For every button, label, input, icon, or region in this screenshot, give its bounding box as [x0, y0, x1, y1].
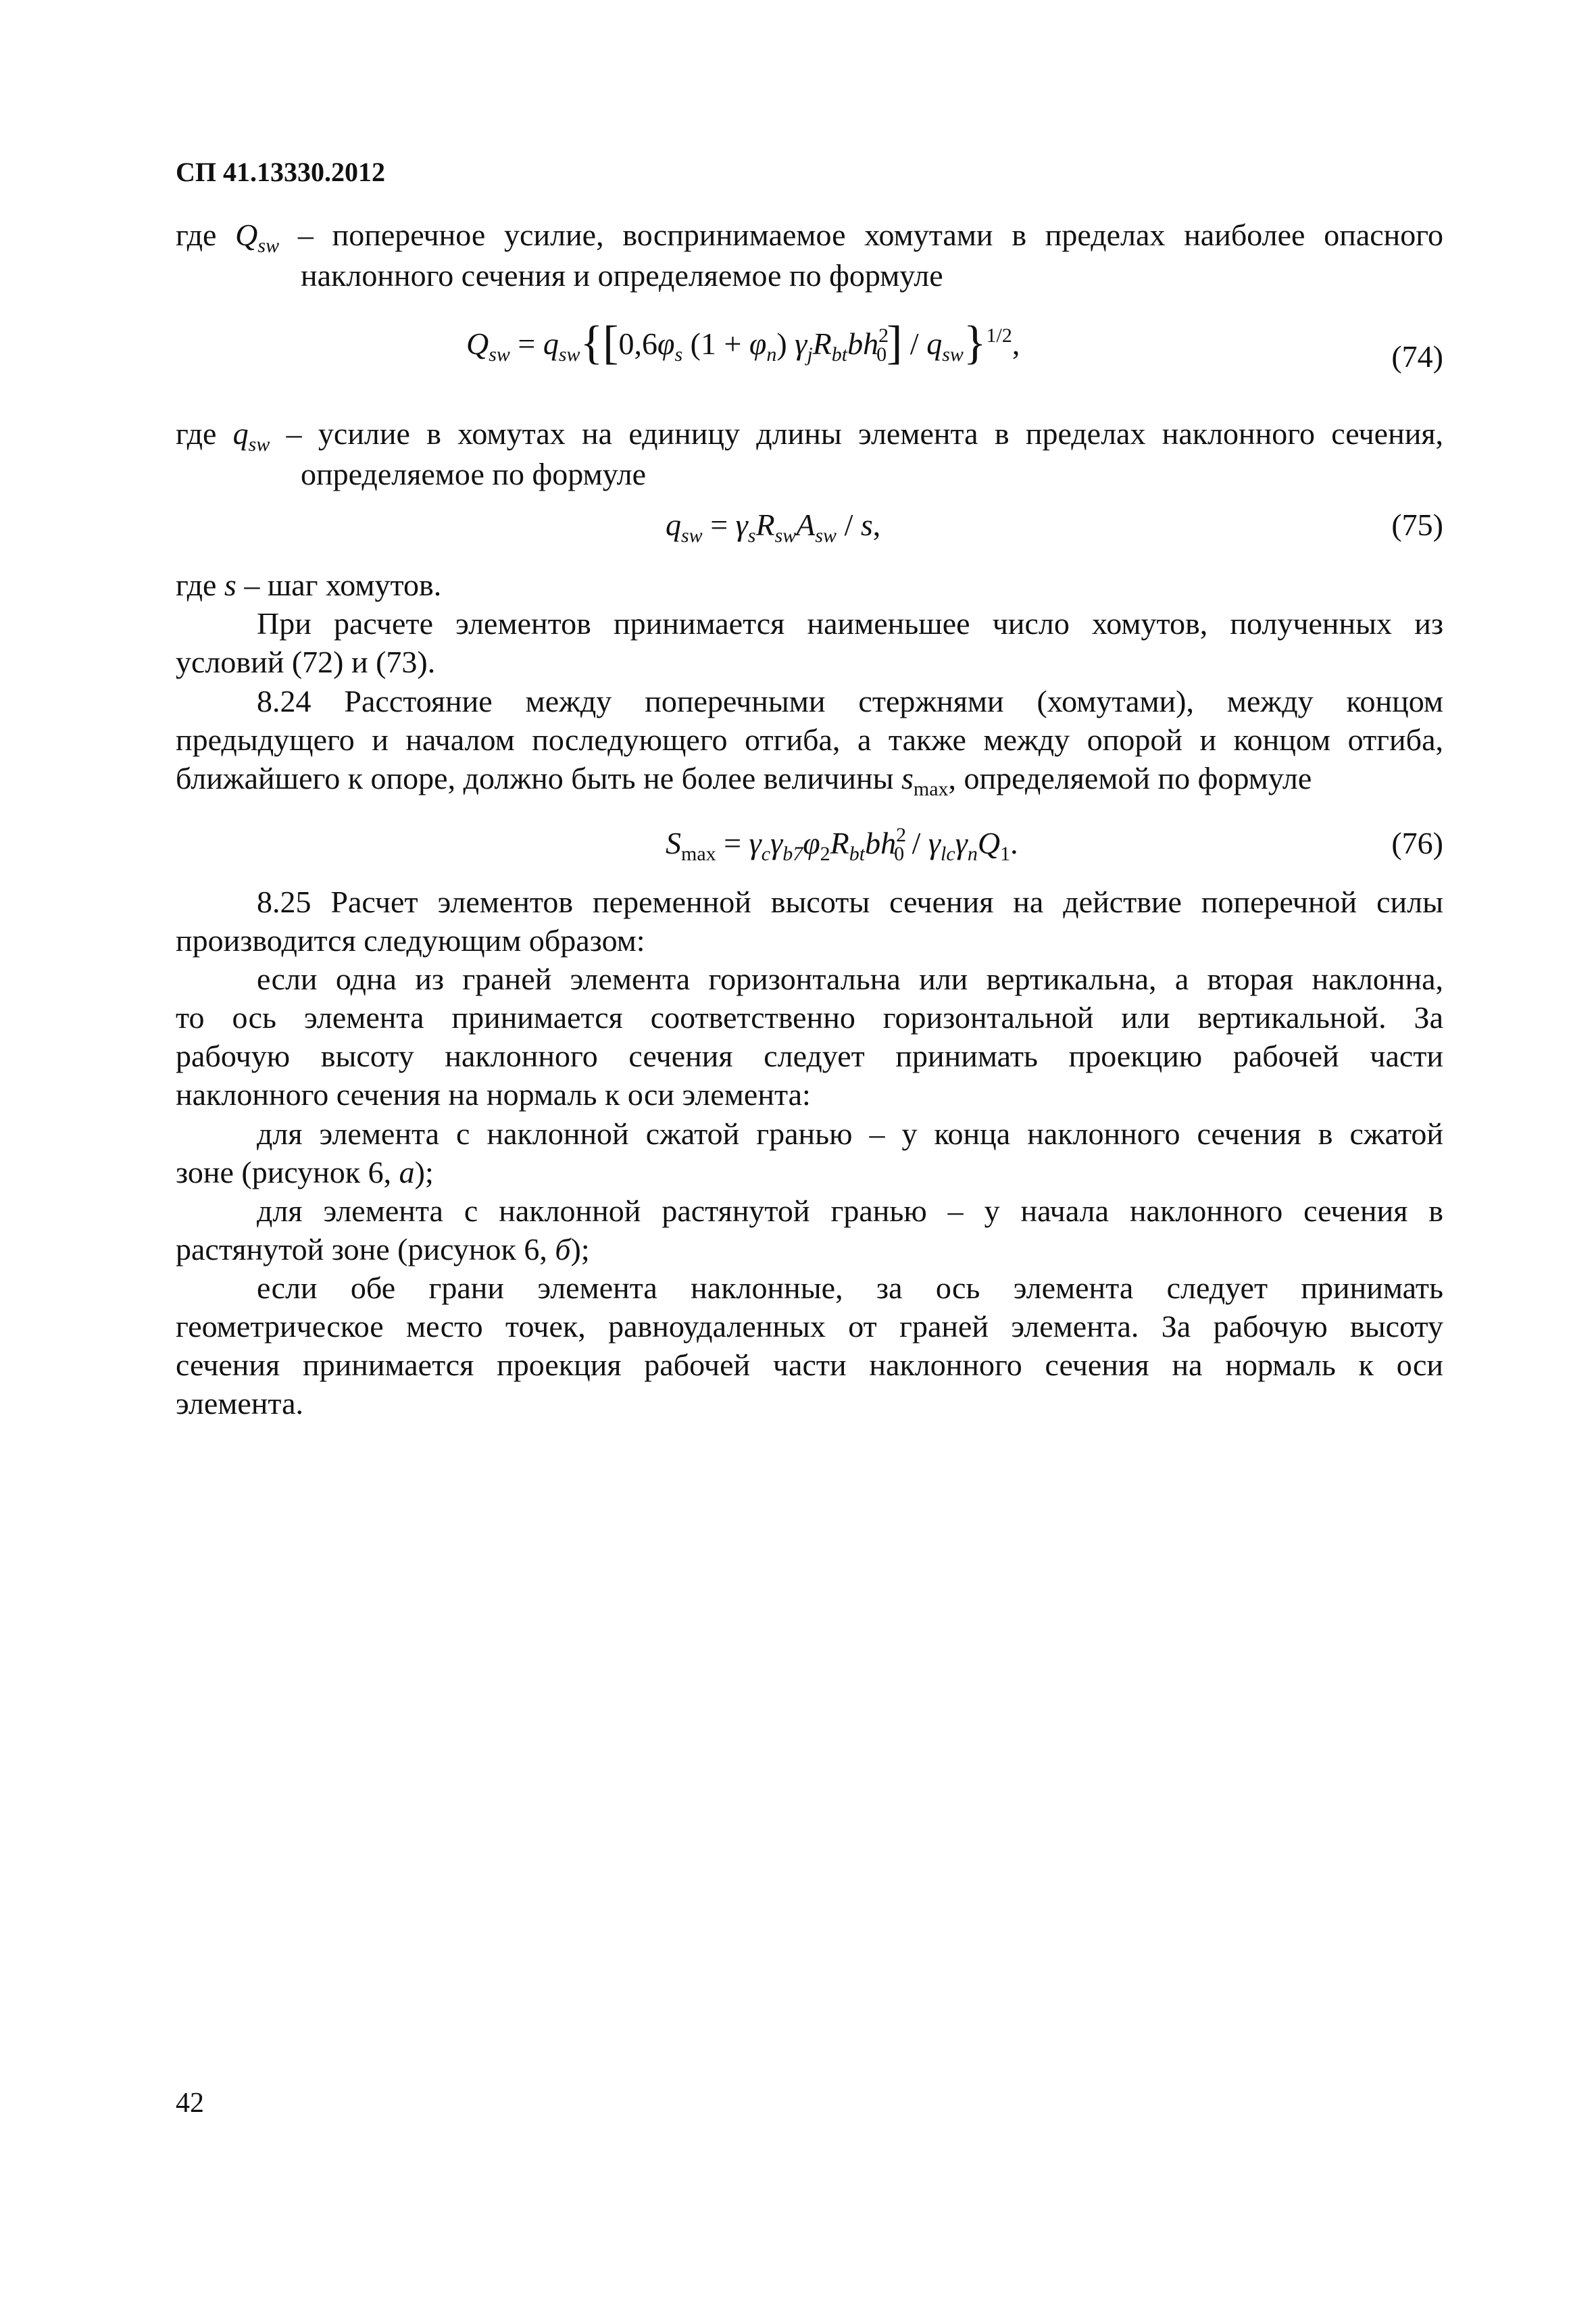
formula-74-number: (74) — [1391, 339, 1443, 374]
symbol: q — [232, 416, 249, 451]
para-825-line1: 8.25 Расчет элементов переменной высоты сечения на действие поперечной силы — [257, 885, 1443, 919]
text: где — [176, 416, 233, 451]
symbol-subscript: max — [913, 778, 949, 800]
para-824-line1: 8.24 Расстояние между поперечными стержнями (хомутами), между концом — [257, 684, 1443, 718]
para-824-line3 — [176, 758, 1443, 799]
text: – усилие в хомутах на единицу длины элемента в пределах наклонного сечения, — [270, 416, 1443, 451]
para-case1-line1: если одна из граней элемента горизонтальна или вертикальна, а вторая наклонна, — [257, 962, 1443, 996]
formula-76: $S_{max} = \gamma_c\gamma_{b7}\varphi_2R_{bt}bh^2_0 / \gamma_{lc}\gamma_nQ_1$. — [666, 824, 1018, 865]
para-case1-line4: наклонного сечения на нормаль к оси элемента: — [176, 1077, 811, 1112]
text: где — [176, 218, 236, 252]
para-qsw-small-line2: определяемое по формуле — [301, 457, 647, 491]
text: где — [176, 568, 224, 602]
figure-ref: б — [555, 1232, 571, 1266]
para-both-line3: сечения принимается проекция рабочей части наклонного сечения на нормаль к оси — [176, 1348, 1443, 1382]
para-case1-line2: то ось элемента принимается соответственно горизонтальной или вертикальной. За — [176, 1000, 1443, 1035]
para-calc-line2: условий (72) и (73). — [176, 645, 436, 679]
para-calc-line1: При расчете элементов принимается наименьшее число хомутов, полученных из — [257, 606, 1443, 641]
para-compressed-line2 — [176, 1152, 1443, 1193]
text: зоне (рисунок 6, — [176, 1155, 399, 1189]
page-number: 42 — [176, 2088, 204, 2119]
text: ); — [414, 1155, 434, 1189]
para-825-line2: производится следующим образом: — [176, 923, 645, 958]
formula-74: $Q_{sw} = q_{sw}\{[0,6\varphi_s$ $(1 + \varphi_n)$ $\gamma_jR_{bt}bh^2_0] / q_{sw}\}^{1/2}$, — [466, 317, 1020, 369]
symbol: s — [901, 761, 914, 795]
text: ближайшего к опоре, должно быть не более величины — [176, 761, 901, 795]
figure-ref: а — [399, 1155, 415, 1189]
formula-75: $q_{sw} = \gamma_sR_{sw}A_{sw} / s$, — [666, 508, 881, 547]
document-header: СП 41.13330.2012 — [176, 157, 385, 187]
para-qsw-line2: наклонного сечения и определяемое по формуле — [301, 258, 943, 293]
para-tension-line2 — [176, 1229, 1443, 1270]
para-824-line2: предыдущего и началом последующего отгиба, а также между опорой и концом отгиба, — [176, 722, 1443, 757]
symbol-subscript: sw — [257, 235, 280, 257]
text: растянутой зоне (рисунок 6, — [176, 1232, 555, 1266]
para-case1-line3: рабочую высоту наклонного сечения следует принимать проекцию рабочей части — [176, 1039, 1443, 1073]
para-both-line4: элемента. — [176, 1386, 304, 1421]
symbol: s — [224, 568, 236, 602]
para-both-line1: если обе грани элемента наклонные, за ось элемента следует принимать — [257, 1271, 1443, 1305]
formula-76-number: (76) — [1391, 826, 1443, 860]
formula-75-number: (75) — [1391, 508, 1443, 542]
symbol-subscript: sw — [248, 433, 270, 456]
para-both-line2: геометрическое место точек, равноудаленных от граней элемента. За рабочую высоту — [176, 1309, 1443, 1344]
text: ); — [570, 1232, 590, 1266]
para-tension-line1: для элемента с наклонной растянутой гранью – у начала наклонного сечения в — [257, 1193, 1443, 1228]
text: – шаг хомутов. — [236, 568, 442, 602]
text: , определяемой по формуле — [948, 761, 1312, 795]
para-compressed-line1: для элемента с наклонной сжатой гранью – у конца наклонного сечения в сжатой — [257, 1116, 1443, 1151]
para-qsw-small-line1 — [176, 414, 1443, 454]
para-s — [176, 565, 1443, 606]
symbol: Q — [235, 218, 258, 252]
text: – поперечное усилие, воспринимаемое хомутами в пределах наиболее опасного — [279, 218, 1443, 252]
para-qsw-line1 — [176, 215, 1443, 255]
